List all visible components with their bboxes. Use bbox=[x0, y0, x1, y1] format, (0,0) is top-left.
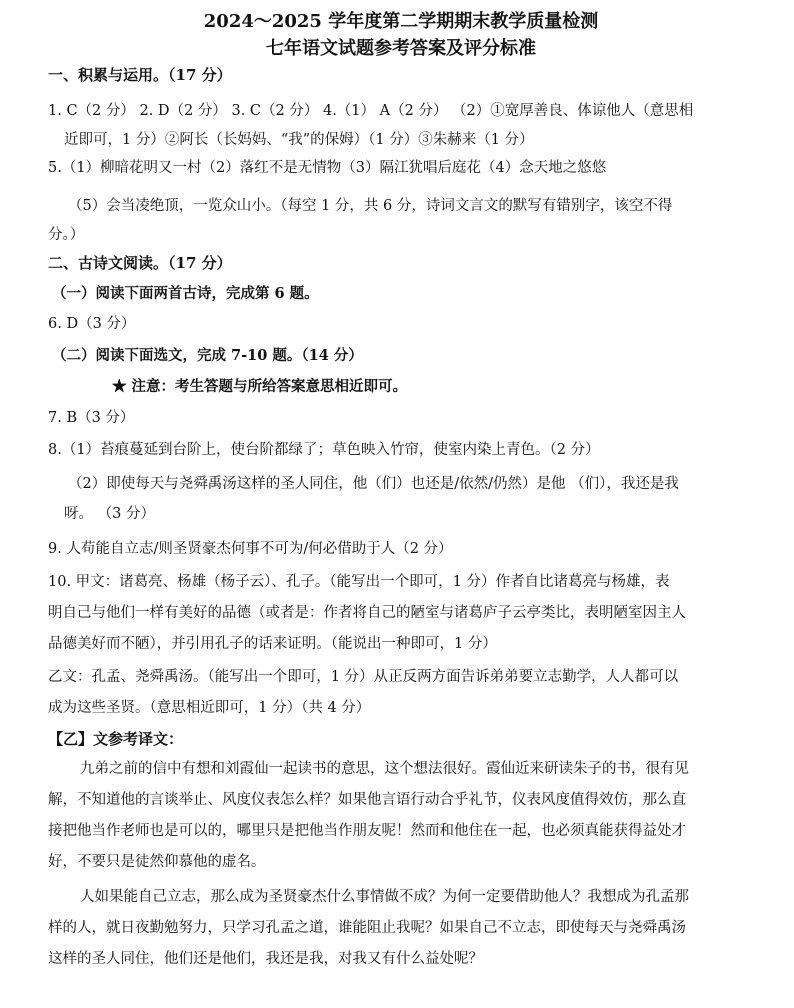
translation-para-2-line-2: 样的人，就日夜勤勉努力，只学习孔孟之道，谁能阻止我呢？如果自己不立志，即使每天与尧舜禹汤 bbox=[48, 920, 686, 936]
answer-line-8: 8.（1）苔痕蔓延到台阶上，使台阶都绿了；草色映入竹帘，使室内染上青色。（2 分） bbox=[48, 442, 600, 458]
answer-line-5-end: 分。） bbox=[48, 227, 85, 243]
subsection-heading-1: （一）阅读下面两首古诗，完成第 6 题。 bbox=[52, 285, 319, 302]
answer-line-1: 1. C（2 分） 2. D（2 分） 3. C（2 分） 4.（1） A（2 分） （2）①宽厚善良、体谅他人（意思相 bbox=[48, 103, 694, 119]
answer-line-8-end: 呀。 （3 分） bbox=[64, 506, 155, 522]
translation-para-1-line-3: 接把他当作老师也是可以的，哪里只是把他当作朋友呢！然而和他住在一起，也必须真能获得益处才 bbox=[48, 823, 686, 839]
answer-line-7: 7. B（3 分） bbox=[48, 410, 135, 426]
document-title: 2024～2025 学年度第二学期期末教学质量检测 bbox=[203, 11, 599, 32]
answer-line-10-end: 品德美好而不陋），并引用孔子的话来证明。（能说出一种即可，1 分） bbox=[48, 636, 497, 652]
answer-line-5-cont: （5）会当凌绝顶，一览众山小。（每空 1 分，共 6 分，诗词文言文的默写有错别字，该空不得 bbox=[68, 198, 673, 214]
translation-para-2-line-1: 人如果能自己立志，那么成为圣贤豪杰什么事情做不成？为何一定要借助他人？我想成为孔孟那 bbox=[80, 889, 689, 905]
translation-heading: 【乙】文参考译文： bbox=[48, 730, 184, 748]
answer-line-9: 9. 人苟能自立志/则圣贤豪杰何事不可为/何必借助于人（2 分） bbox=[48, 541, 453, 557]
section-heading-2: 二、古诗文阅读。（17 分） bbox=[48, 254, 232, 272]
answer-line-10: 10. 甲文：诸葛亮、杨雄（杨子云）、孔子。（能写出一个即可，1 分）作者自比诸葛亮与杨雄，表 bbox=[48, 574, 670, 590]
document-subtitle: 七年语文试题参考答案及评分标准 bbox=[266, 38, 536, 59]
answer-line-10-cont: 明自己与他们一样有美好的品德（或者是：作者将自己的陋室与诸葛庐子云亭类比，表明陋室因主人 bbox=[48, 605, 686, 621]
translation-para-2-line-3: 这样的圣人同住，他们还是他们，我还是我，对我又有什么益处呢？ bbox=[48, 951, 483, 967]
note-line: ★ 注意：考生答题与所给答案意思相近即可。 bbox=[112, 378, 408, 395]
answer-line-5: 5.（1）柳暗花明又一村（2）落红不是无情物（3）隔江犹唱后庭花（4）念天地之悠悠 bbox=[48, 160, 607, 176]
translation-para-1-line-4: 好，不要只是徒然仰慕他的虚名。 bbox=[48, 854, 266, 870]
translation-para-1-line-2: 解，不知道他的言谈举止、风度仪表怎么样？如果他言语行动合乎礼节，仪表风度值得效仿，那么直 bbox=[48, 792, 686, 808]
subsection-heading-2: （二）阅读下面选文，完成 7-10 题。（14 分） bbox=[52, 347, 363, 364]
answer-line-2: 近即可，1 分）②阿长（长妈妈、“我”的保姆）（1 分）③朱赫来（1 分） bbox=[64, 132, 534, 148]
section-heading-1: 一、积累与运用。（17 分） bbox=[48, 66, 232, 84]
translation-para-1-line-1: 九弟之前的信中有想和刘霞仙一起读书的意思，这个想法很好。霞仙近来研读朱子的书，很有见 bbox=[80, 761, 689, 777]
answer-line-10-yi: 乙文：孔孟、尧舜禹汤。（能写出一个即可，1 分）从正反两方面告诉弟弟要立志勤学，人人都可以 bbox=[48, 669, 679, 685]
answer-line-10-yi-end: 成为这些圣贤。（意思相近即可，1 分）（共 4 分） bbox=[48, 700, 371, 716]
answer-line-8-2: （2）即使每天与尧舜禹汤这样的圣人同住，他（们）也还是/依然/仍然）是他 （们），我还是我 bbox=[68, 476, 679, 492]
answer-line-6: 6. D（3 分） bbox=[48, 316, 136, 332]
